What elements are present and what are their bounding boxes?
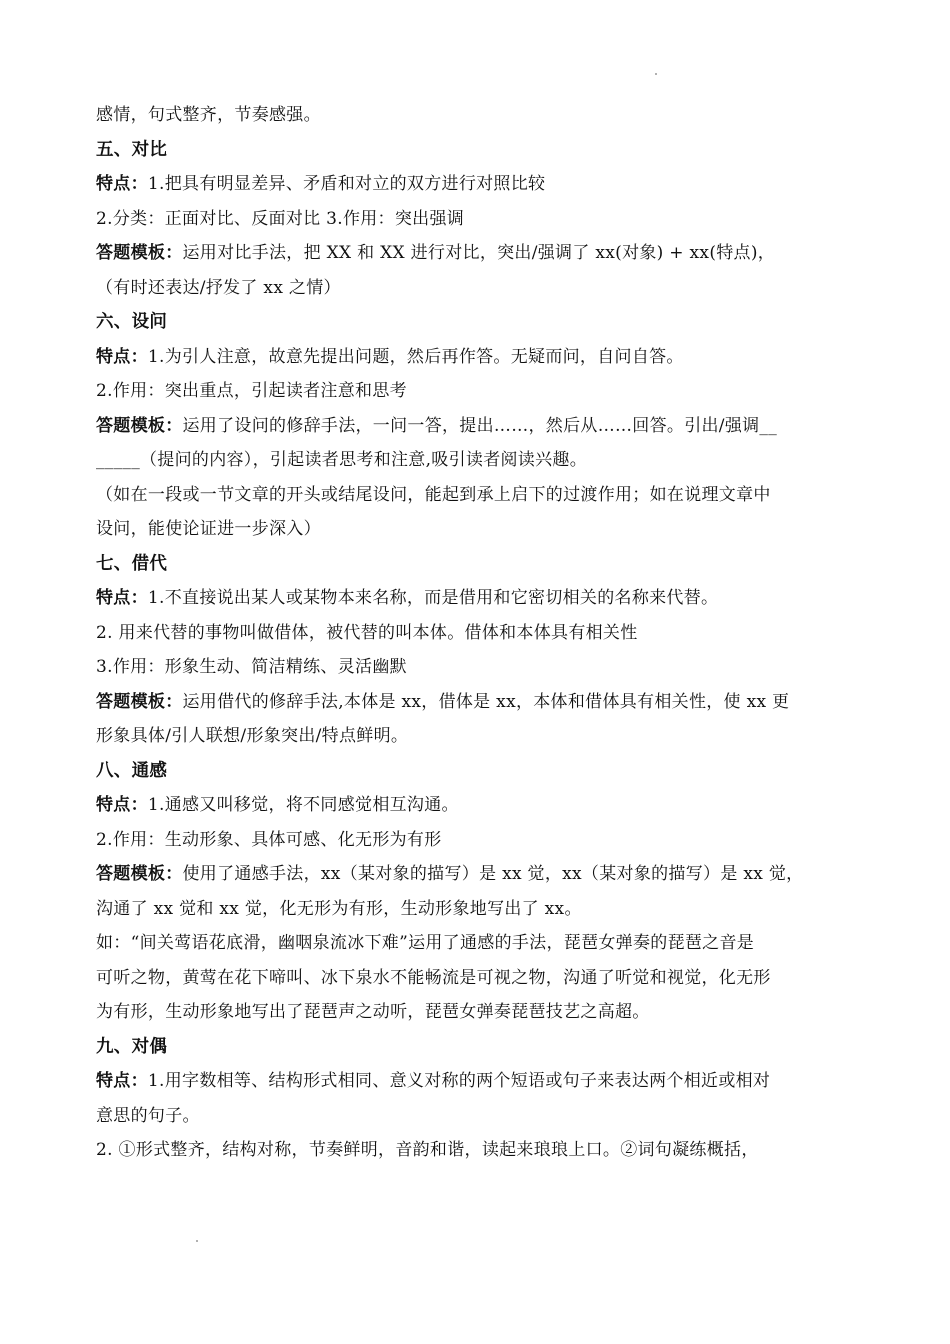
paragraph-line: 可听之物，黄莺在花下啼叫、冰下泉水不能畅流是可视之物，沟通了听觉和视觉，化无形 [96, 967, 771, 988]
paragraph-text: 1.为引人注意，故意先提出问题，然后再作答。无疑而问，自问自答。 [147, 346, 684, 367]
paragraph-text: 运用借代的修辞手法,本体是 xx，借体是 xx，本体和借体具有相关性，使 xx 更 [182, 691, 790, 712]
section-heading: 六、设问 [96, 312, 168, 332]
paragraph-text: 运用了设问的修辞手法，一问一答，提出……，然后从……回答。引出/强调__ [182, 415, 778, 436]
scan-dot-top [655, 73, 657, 75]
section-heading: 七、借代 [96, 553, 168, 574]
section-heading: 八、通感 [96, 760, 168, 781]
paragraph-line: 2.作用：突出重点，引起读者注意和思考 [96, 381, 407, 401]
paragraph-line: 2.分类：正面对比、反面对比 3.作用：突出强调 [96, 208, 465, 229]
labeled-paragraph-line [96, 409, 876, 444]
paragraph-line: 如：“间关莺语花底滑，幽咽泉流冰下难”运用了通感的手法，琵琶女弹奏的琵琶之音是 [96, 933, 755, 953]
scan-dot-bottom [196, 1240, 198, 1242]
field-label: 特点： [96, 588, 148, 608]
paragraph-line: （有时还表达/抒发了 xx 之情） [96, 277, 341, 298]
section-heading: 九、对偶 [96, 1036, 168, 1057]
document-page [96, 98, 876, 1168]
field-label: 特点： [96, 1071, 148, 1091]
paragraph-line: 沟通了 xx 觉和 xx 觉，化无形为有形，生动形象地写出了 xx。 [96, 898, 582, 919]
paragraph-line: 2.作用：生动形象、具体可感、化无形为有形 [96, 829, 442, 850]
paragraph-line: 形象具体/引人联想/形象突出/特点鲜明。 [96, 726, 409, 746]
paragraph-text: 1.不直接说出某人或某物本来名称，而是借用和它密切相关的名称来代替。 [147, 588, 719, 608]
paragraph-line: 2. 用来代替的事物叫做借体，被代替的叫本体。借体和本体具有相关性 [96, 622, 638, 643]
paragraph-line: 为有形，生动形象地写出了琵琶声之动听，琵琶女弹奏琵琶技艺之高超。 [96, 1002, 650, 1022]
paragraph-text: 使用了通感手法，xx（某对象的描写）是 xx 觉，xx（某对象的描写）是 xx 觉， [182, 864, 804, 884]
paragraph-line: 设问，能使论证进一步深入） [96, 519, 321, 539]
field-label: 特点： [96, 795, 148, 815]
labeled-paragraph-line [96, 1064, 876, 1099]
paragraph-text: 1.通感又叫移觉，将不同感觉相互沟通。 [147, 795, 459, 815]
labeled-paragraph-line [96, 167, 876, 202]
paragraph-text: 1.用字数相等、结构形式相同、意义对称的两个短语或句子来表达两个相近或相对 [147, 1071, 771, 1091]
field-label: 答题模板： [96, 864, 183, 884]
paragraph-line: 3.作用：形象生动、简洁精练、灵活幽默 [96, 657, 407, 677]
field-label: 答题模板： [96, 243, 183, 263]
labeled-paragraph-line [96, 581, 876, 616]
field-label: 答题模板： [96, 691, 183, 712]
labeled-paragraph-line [96, 340, 876, 375]
paragraph-line: _____（提问的内容），引起读者思考和注意,吸引读者阅读兴趣。 [96, 450, 588, 470]
paragraph-line: 感情，句式整齐，节奏感强。 [96, 105, 321, 125]
section-heading: 五、对比 [96, 139, 168, 160]
paragraph-text: 1.把具有明显差异、矛盾和对立的双方进行对照比较 [147, 174, 546, 194]
field-label: 特点： [96, 174, 148, 194]
labeled-paragraph-line [96, 788, 876, 823]
labeled-paragraph-line [96, 236, 876, 271]
field-label: 答题模板： [96, 415, 183, 436]
field-label: 特点： [96, 346, 148, 367]
paragraph-line: 意思的句子。 [96, 1105, 200, 1126]
labeled-paragraph-line [96, 857, 876, 892]
paragraph-text: 运用对比手法，把 XX 和 XX 进行对比，突出/强调了 xx(对象) + xx(特点)， [182, 243, 776, 263]
paragraph-line: 2. ①形式整齐，结构对称，节奏鲜明，音韵和谐，读起来琅琅上口。②词句凝练概括， [96, 1140, 759, 1160]
labeled-paragraph-line [96, 685, 876, 720]
paragraph-line: （如在一段或一节文章的开头或结尾设问，能起到承上启下的过渡作用；如在说理文章中 [96, 484, 771, 505]
